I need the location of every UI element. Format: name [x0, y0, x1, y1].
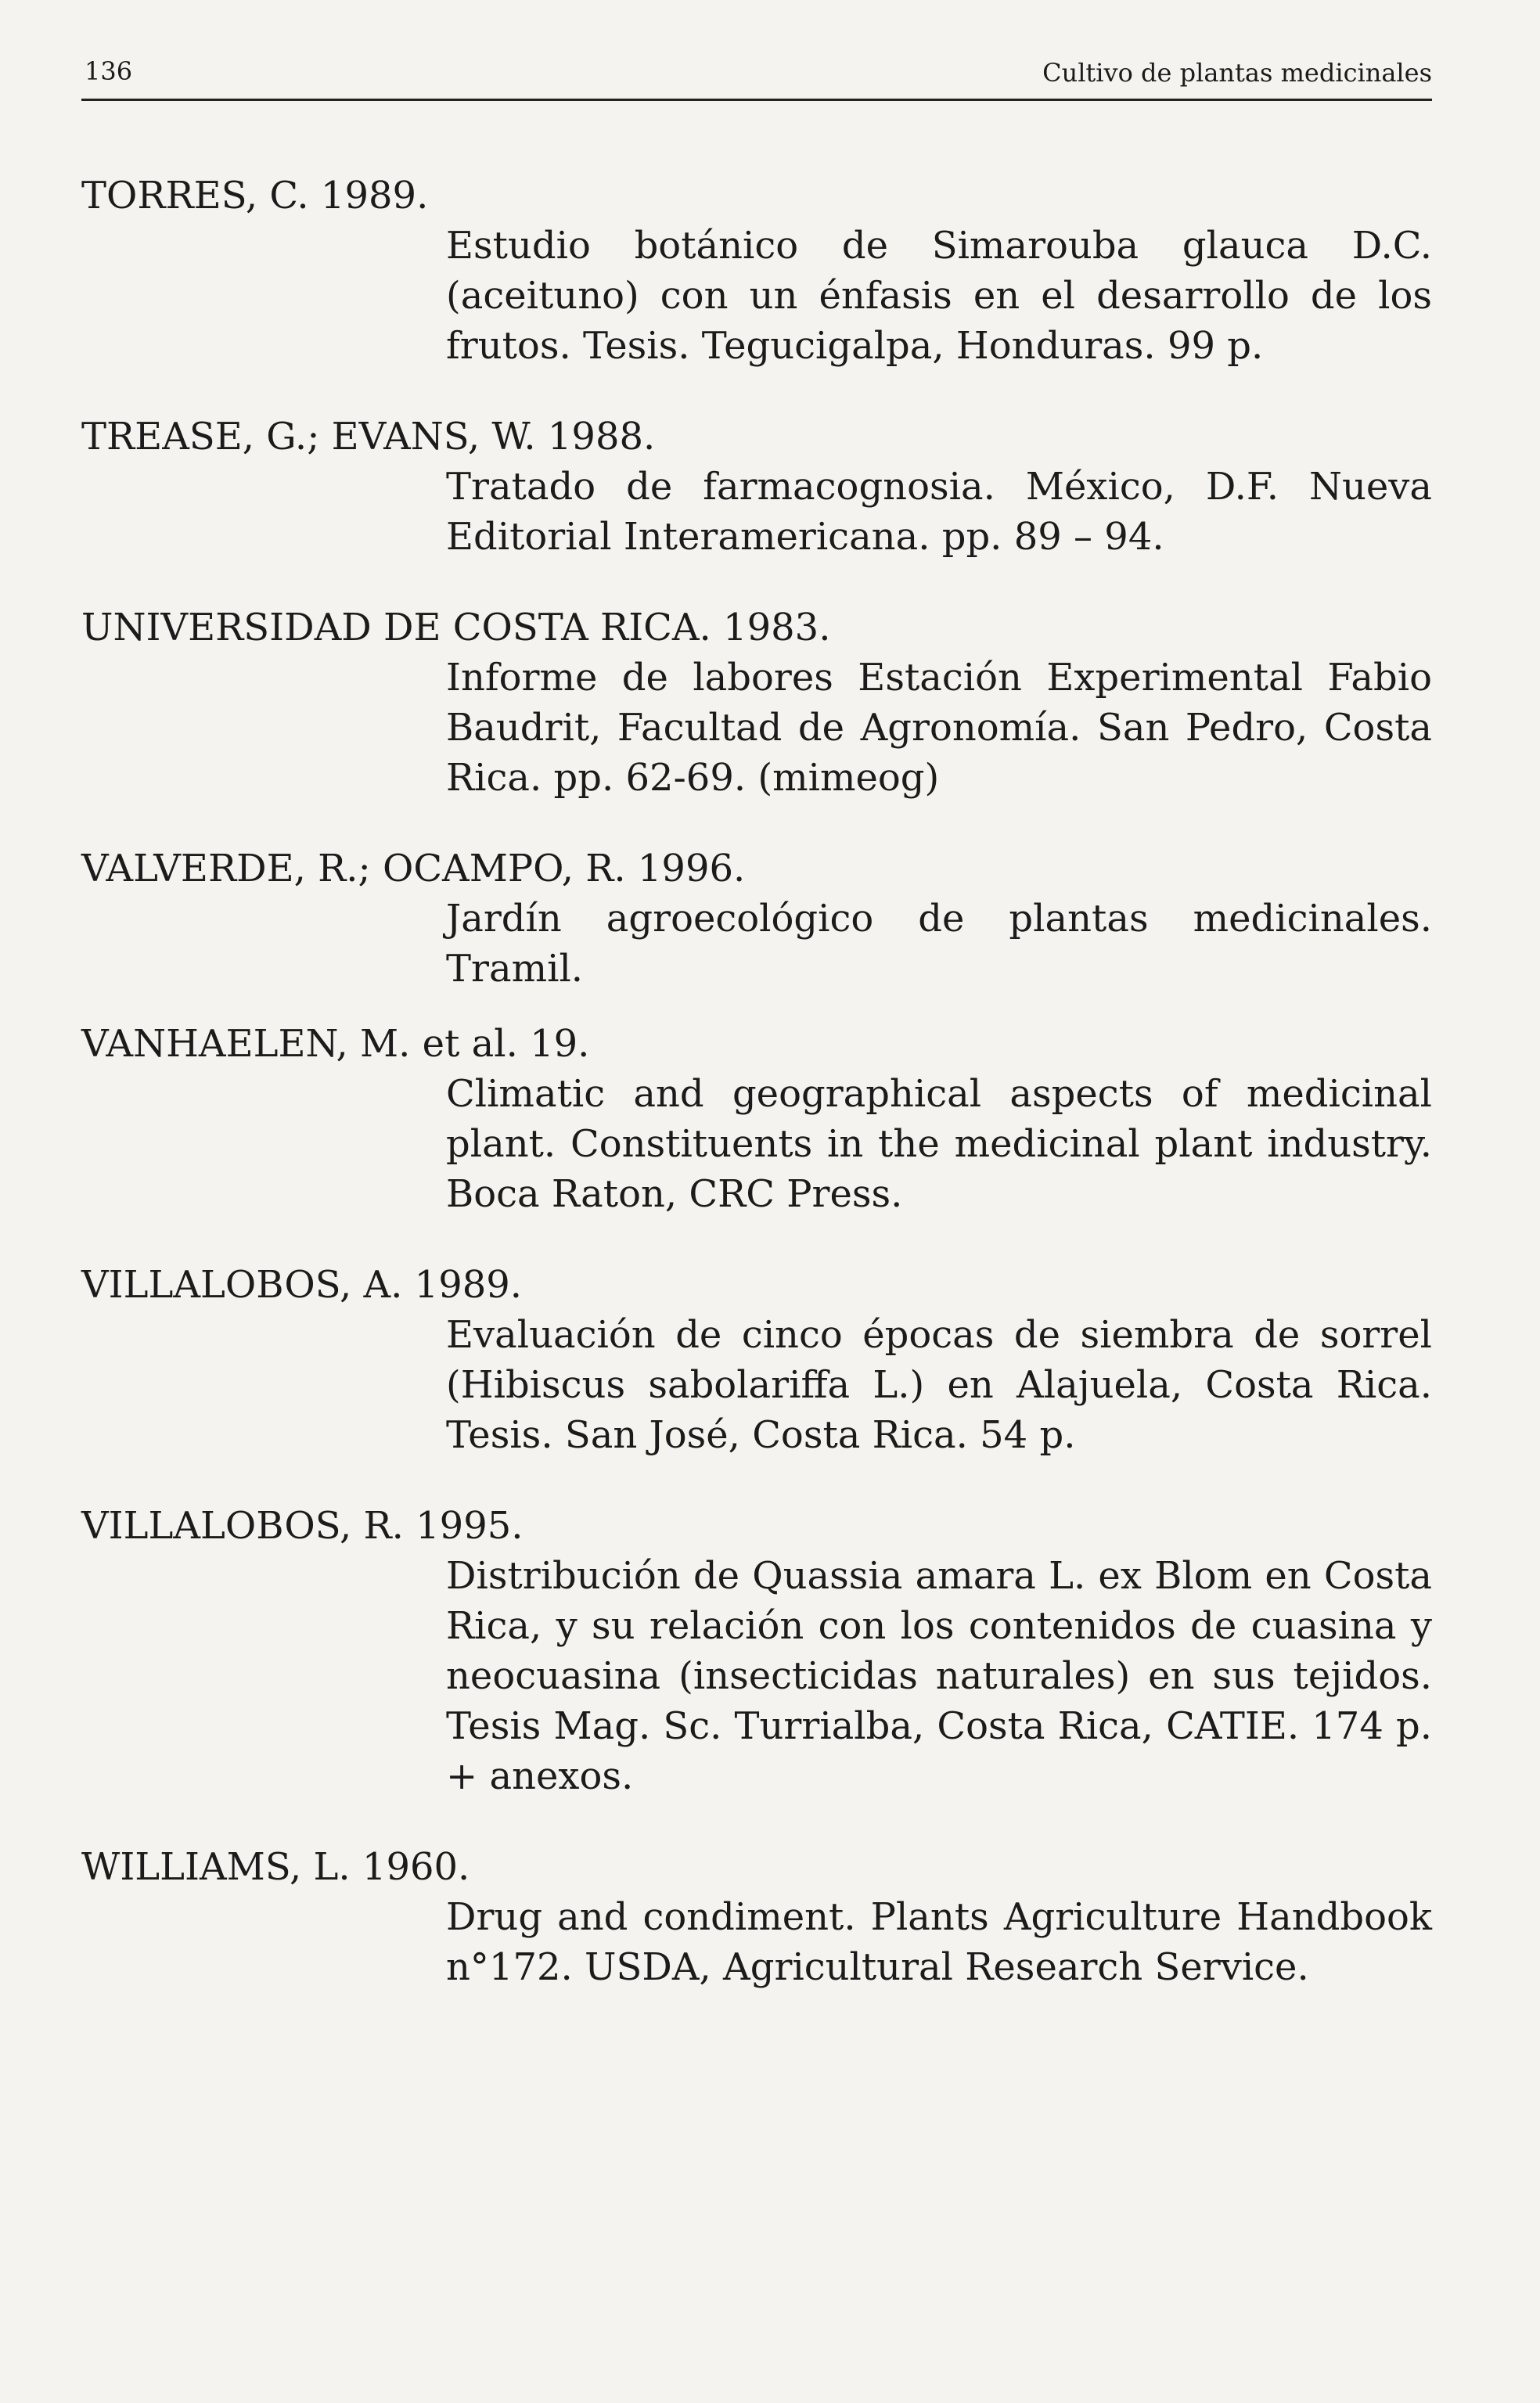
bibliography-entry-williams	[81, 1842, 1432, 1992]
running-title: Cultivo de plantas medicinales	[1042, 58, 1432, 88]
entry-author: VILLALOBOS, A. 1989.	[81, 1263, 523, 1307]
bibliography-entry-villalobos-a	[81, 1260, 1432, 1460]
entry-text: Tratado de farmacognosia. México, D.F. Nueva Editorial Interamericana. pp. 89 – 94.	[446, 465, 1432, 559]
entry-text: Evaluación de cinco épocas de siembra de sorrel (Hibiscus sabolariffa L.) en Alajuela, Costa Rica. Tesis. San José, Costa Rica. 54 p.	[446, 1313, 1432, 1457]
bibliography-list	[81, 171, 1432, 1992]
entry-text: Climatic and geographical aspects of medicinal plant. Constituents in the medicinal plant industry. Boca Raton, CRC Press.	[446, 1072, 1432, 1216]
bibliography-entry-vanhaelen	[81, 1019, 1432, 1219]
entry-author: WILLIAMS, L. 1960.	[81, 1845, 470, 1889]
entry-author: VALVERDE, R.; OCAMPO, R. 1996.	[81, 847, 746, 890]
entry-text: Informe de labores Estación Experimental Fabio Baudrit, Facultad de Agronomía. San Pedro, Costa Rica. pp. 62-69. (mimeog)	[446, 656, 1432, 800]
page-header	[81, 52, 1432, 101]
entry-text: Jardín agroecológico de plantas medicinales. Tramil.	[446, 897, 1432, 991]
entry-text: Drug and condiment. Plants Agriculture Handbook n°172. USDA, Agricultural Research Service.	[446, 1895, 1432, 1989]
entry-text: Distribución de Quassia amara L. ex Blom en Costa Rica, y su relación con los contenidos de cuasina y neocuasina (insecticidas naturales) en sus tejidos. Tesis Mag. Sc. Turrialba, Costa Rica, CATIE. 174 p. + anexos.	[446, 1554, 1432, 1798]
bibliography-entry-universidad	[81, 603, 1432, 803]
entry-author: UNIVERSIDAD DE COSTA RICA. 1983.	[81, 606, 831, 649]
entry-author: VILLALOBOS, R. 1995.	[81, 1504, 524, 1548]
bibliography-entry-torres	[81, 171, 1432, 371]
entry-author: TORRES, C. 1989.	[81, 174, 429, 218]
entry-author: VANHAELEN, M. et al. 19.	[81, 1022, 590, 1066]
page-number: 136	[85, 56, 133, 86]
bibliography-entry-villalobos-r	[81, 1501, 1432, 1801]
bibliography-entry-valverde	[81, 844, 1432, 994]
entry-author: TREASE, G.; EVANS, W. 1988.	[81, 415, 656, 459]
entry-text: Estudio botánico de Simarouba glauca D.C. (aceituno) con un énfasis en el desarrollo de los frutos. Tesis. Tegucigalpa, Honduras. 99 p.	[446, 224, 1432, 368]
bibliography-entry-trease	[81, 412, 1432, 562]
